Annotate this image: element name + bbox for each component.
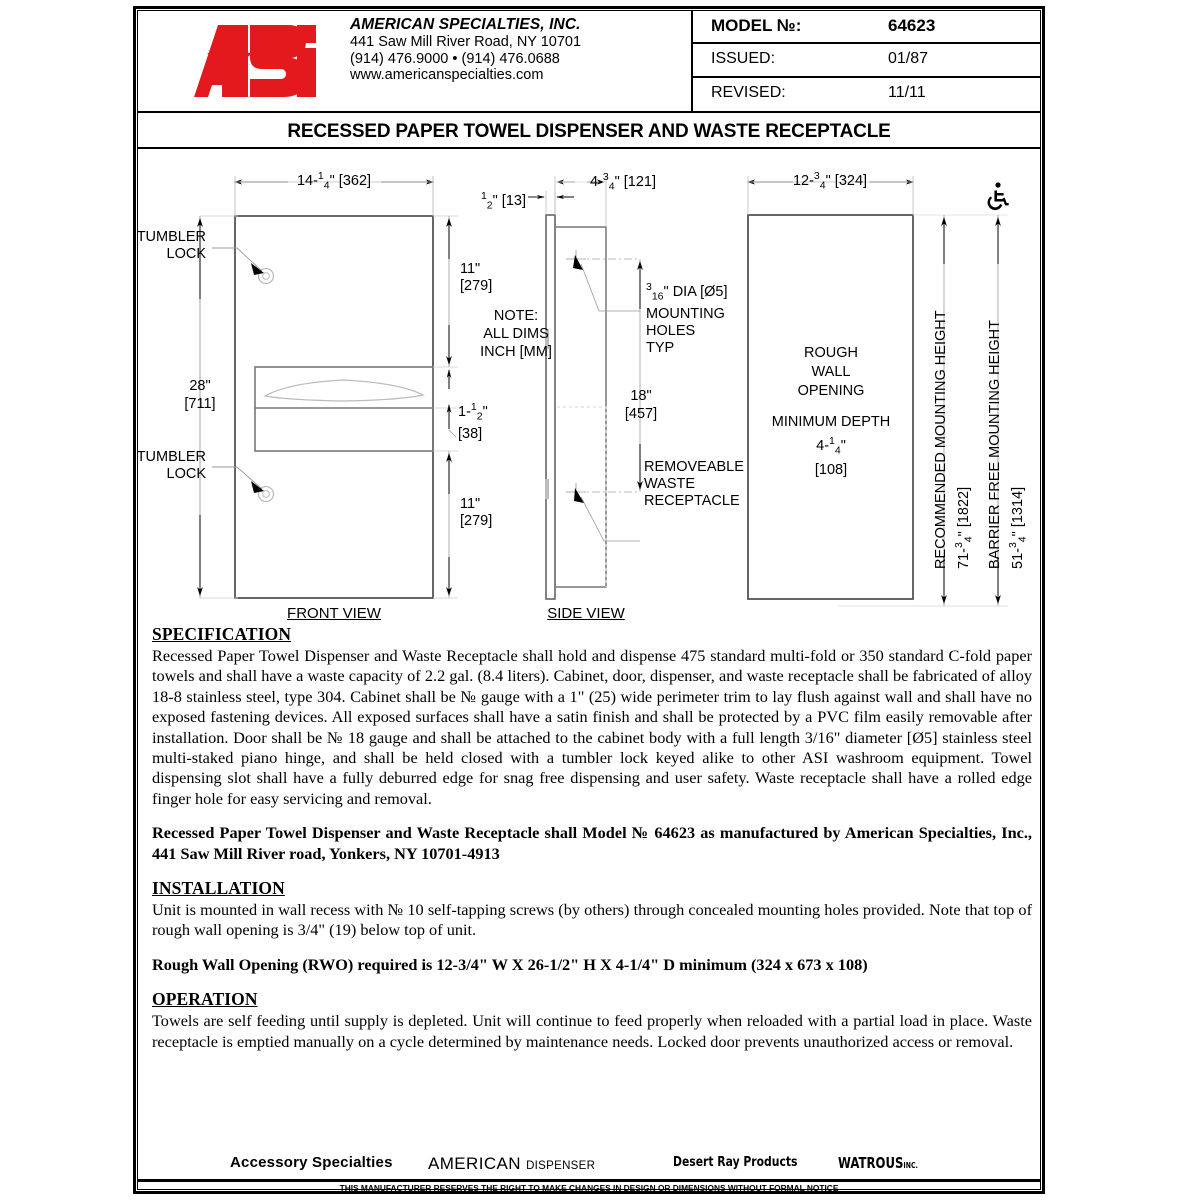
sheet-footer [138, 1152, 1040, 1193]
brand-watrous-sub: INC. [903, 1161, 918, 1170]
front-view-label: FRONT VIEW [287, 605, 381, 622]
dim-trim-thickness: $^1_2$" [13] [480, 190, 526, 212]
page-title: RECESSED PAPER TOWEL DISPENSER AND WASTE RECEPTACLE [287, 121, 891, 142]
brand-desert-ray-products: Desert Ray Products [673, 1154, 798, 1170]
disclaimer-text: THIS MANUFACTURER RESERVES THE RIGHT TO MAKE CHANGES IN DESIGN OR DIMENSIONS WITHOUT FORMAL NOTICE [339, 1183, 839, 1193]
label-barrier-free-mounting-height: BARRIER FREE MOUNTING HEIGHT [987, 320, 1003, 569]
dim-overall-height: 28" [711] [184, 378, 216, 412]
installation-heading: INSTALLATION [152, 878, 285, 899]
logo-cell [138, 11, 343, 111]
company-phone: (914) 476.9000 • (914) 476.0688 [350, 50, 560, 67]
note-block: NOTE: ALL DIMS INCH [MM] [480, 308, 552, 360]
specification-heading: SPECIFICATION [152, 624, 292, 644]
operation-text: Towels are self feeding until supply is depleted. Unit will continue to feed properly when reloaded with a partial load in place. Waste receptacle is emptied manually on a cycle determined by maintenance needs. Locked door prevents unauthorized access or removal. [152, 1011, 1032, 1051]
wheelchair-icon [988, 182, 1009, 210]
brand-american-main: AMERICAN [428, 1154, 521, 1173]
label-tumbler-lock-bottom: TUMBLER LOCK [136, 449, 206, 482]
company-website: www.americanspecialties.com [350, 67, 544, 83]
label-rough-wall-opening: ROUGH WALL OPENING [797, 345, 865, 399]
label-tumbler-lock-top: TUMBLER LOCK [136, 229, 206, 262]
label-mounting-holes: $^3_{16}$" DIA [Ø5] MOUNTING HOLES TYP [646, 281, 728, 356]
revised-row [693, 78, 1040, 111]
body-content [152, 624, 1032, 1052]
label-removable-waste-receptacle: REMOVEABLE WASTE RECEPTACLE [644, 459, 744, 509]
issued-value: 01/87 [888, 50, 929, 68]
brand-watrous-main: WATROUS [838, 1154, 904, 1172]
company-address-block [350, 16, 690, 84]
issued-label: ISSUED: [711, 50, 776, 68]
issued-row [693, 44, 1040, 77]
company-street: 441 Saw Mill River Road, NY 10701 [350, 34, 582, 50]
sheet-title-band [138, 111, 1040, 149]
dim-bottom-eleven: 11" [279] [460, 496, 493, 529]
installation-text: Unit is mounted in wall recess with № 10 self-tapping screws (by others) through concealed mounting holes provided. Note that top of rough wall opening is 3/4" (19) below top of unit. [152, 900, 1032, 940]
label-recommended-mounting-height: RECOMMENDED MOUNTING HEIGHT [933, 310, 949, 569]
label-minimum-depth: MINIMUM DEPTH 4-$^1_4$" [108] [771, 414, 891, 478]
dim-front-width: 14-$^1_4$" [362] [296, 170, 372, 192]
footer-divider [138, 1179, 1040, 1182]
sheet-header [138, 11, 1040, 111]
model-label: MODEL №: [711, 16, 802, 35]
revised-value: 11/11 [888, 83, 926, 101]
brand-row [138, 1152, 1040, 1180]
value-barrier-free-mounting-height: 51-$^3_4$" [1314] [1007, 486, 1029, 569]
value-recommended-mounting-height: 71-$^3_4$" [1822] [953, 486, 975, 569]
asi-logo [156, 19, 321, 104]
drawing-area [138, 149, 1040, 623]
specification-text: Recessed Paper Towel Dispenser and Waste Receptacle shall hold and dispense 475 standard multi-fold or 350 standard C-fold paper towels and shall have a waste capacity of 2.2 gal. (8.4 liters). Cabinet, door, dispenser, and waste receptacle shall be fabricated of alloy 18-8 stainless steel, type 304. Cabinet shall be № gauge with a 1" (25) wide perimeter trim to lay flush against wall and shall have no exposed fastening devices. All exposed surfaces shall have a satin finish and shall be protected by a PVC film easily removable after installation. Door shall be № 18 gauge and shall be attached to the cabinet body with a full length 3/16" diameter [Ø5] stainless steel multi-staked piano hinge, and shall be held closed with a tumbler lock keyed alike to other ASI washroom equipment. Towel dispensing slot shall have a fully deburred edge for snag free dispensing and user safety. Waste receptacle shall have a rolled edge finger hole for easy servicing and removal. [152, 646, 1032, 808]
dim-slot-height: 1-$^1_2$" [38] [458, 401, 488, 442]
side-view-label: SIDE VIEW [547, 605, 625, 622]
dim-depth: 4-$^3_4$" [121] [590, 171, 657, 193]
brand-american-sub: DISPENSER [526, 1160, 596, 1172]
brand-american-dispenser [428, 1154, 595, 1174]
operation-heading: OPERATION [152, 989, 258, 1010]
dim-rwo-width: 12-$^3_4$" [324] [792, 170, 868, 192]
model-row [693, 11, 1040, 44]
company-name: AMERICAN SPECIALTIES, INC. [350, 16, 581, 33]
brand-accessory-specialties: Accessory Specialties [230, 1154, 393, 1171]
model-value: 64623 [888, 16, 936, 35]
model-statement: Recessed Paper Towel Dispenser and Waste Receptacle shall Model № 64623 as manufactured by American Specialties, Inc., 441 Saw Mill River road, Yonkers, NY 10701-4913 [152, 823, 1032, 863]
revised-label: REVISED: [711, 83, 786, 101]
title-block-table [691, 11, 1040, 111]
dim-top-eleven: 11" [279] [460, 261, 493, 294]
rwo-statement: Rough Wall Opening (RWO) required is 12-3/4" W X 26-1/2" H X 4-1/4" D minimum (324 x 673 x 108) [152, 954, 868, 974]
brand-watrous [838, 1154, 918, 1172]
dim-side-height: 18" [457] [624, 388, 658, 422]
